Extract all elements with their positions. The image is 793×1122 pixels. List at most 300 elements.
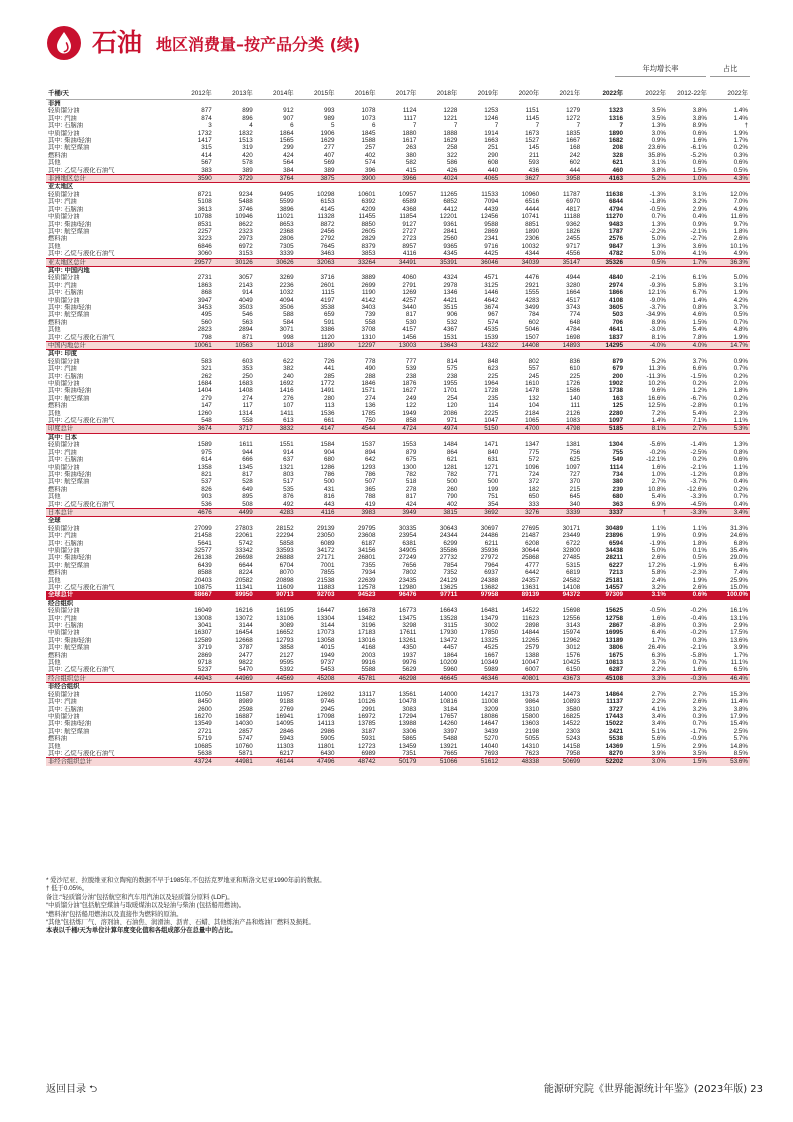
year-header: 2017年 [377, 89, 418, 100]
value-cell: 29577 [173, 258, 214, 266]
value-cell: 1555 [525, 289, 540, 297]
value-cell: 1411 [280, 409, 294, 417]
value-cell: 9188 [279, 698, 294, 706]
value-cell: 5858 [279, 539, 294, 547]
value-cell: 12692 [317, 690, 335, 698]
row-label: 中国内地总计 [46, 342, 173, 350]
table-row [46, 402, 750, 409]
value-cell: 613 [283, 417, 294, 425]
table-row [46, 274, 750, 281]
back-to-contents-link[interactable]: 返回目录 ⮌ [46, 1084, 98, 1095]
row-label: 日本总计 [46, 508, 173, 516]
row-label: 其中: 乙烷与液化石油气 [48, 250, 115, 258]
share-cell: 0.6% [733, 159, 748, 167]
share-cell: 1.9% [733, 333, 748, 341]
growth-header-rule [615, 76, 706, 77]
table-row [46, 311, 750, 318]
value-cell: 1835 [566, 129, 581, 137]
value-cell: 13261 [398, 636, 417, 644]
year-header: 2013年 [214, 89, 255, 100]
value-cell: 2184 [525, 409, 540, 417]
value-cell: 1864 [279, 129, 294, 137]
share-cell: 14.8% [730, 742, 748, 750]
value-cell: 27099 [194, 524, 212, 532]
value-cell: 44943 [173, 674, 214, 682]
share-cell: 2.3% [733, 409, 748, 417]
value-cell: 1772 [320, 380, 335, 388]
value-cell: 10816 [439, 698, 458, 706]
growth-2022-cell: 6.3% [651, 651, 667, 659]
share-cell: 1.4% [733, 107, 748, 115]
value-cell: 238 [405, 372, 417, 380]
share-cell: 10.1% [730, 242, 748, 250]
growth-2022-cell: 6.4% [651, 629, 667, 637]
value-cell: 319 [242, 144, 253, 152]
value-cell: 3896 [279, 205, 294, 213]
value-cell: 16825 [562, 712, 581, 720]
value-cell: 492 [283, 500, 294, 508]
value-cell: 1114 [609, 463, 624, 471]
value-cell: 5488 [238, 198, 253, 206]
growth-2012-22-cell: 0.9% [692, 532, 707, 540]
table-row [46, 417, 750, 425]
value-cell: 322 [446, 151, 458, 159]
value-cell: 1527 [525, 137, 540, 145]
growth-2022-cell: 5.4% [651, 493, 667, 501]
value-cell: 11957 [276, 690, 294, 698]
growth-2012-22-cell: 1.9% [692, 576, 707, 584]
value-cell: 5742 [238, 539, 253, 547]
value-cell: 13016 [357, 636, 376, 644]
value-cell: 4283 [525, 296, 540, 304]
value-cell: 2455 [566, 235, 581, 243]
share-cell: 0.8% [733, 470, 748, 478]
value-cell: 3958 [541, 175, 582, 183]
value-cell: 7665 [443, 749, 458, 757]
growth-2012-22-cell: 6.1% [692, 274, 707, 282]
value-cell: 89950 [214, 591, 255, 599]
value-cell: 3071 [279, 326, 294, 334]
share-cell: 4.8% [733, 326, 748, 334]
page-title: 石油 [92, 28, 143, 57]
value-cell: 3209 [484, 705, 499, 713]
value-cell: 560 [201, 318, 212, 326]
value-cell: 14844 [521, 629, 540, 637]
row-label: 其中: 柴油/轻油 [48, 303, 92, 311]
growth-2022-cell: 23.6% [648, 144, 667, 152]
value-cell: 3949 [377, 508, 418, 516]
value-cell: 7001 [320, 561, 335, 569]
value-cell: 1323 [609, 107, 624, 115]
footnote: 本表以千桶/天为单位计算年度变化值和各组成部分在总量中的占比。 [46, 927, 237, 935]
value-cell: 1864 [443, 651, 458, 659]
table-row [46, 622, 750, 629]
growth-2022-cell: 1.4% [651, 417, 667, 425]
value-cell: 784 [528, 311, 540, 319]
value-cell: 23449 [562, 532, 581, 540]
value-cell: 12589 [194, 636, 212, 644]
value-cell: 6392 [361, 198, 376, 206]
value-cell: 9365 [443, 242, 458, 250]
share-cell: 100.0% [709, 591, 750, 599]
value-cell: 896 [242, 114, 253, 122]
table-row [46, 644, 750, 651]
value-cell: 3627 [500, 175, 541, 183]
value-cell: 1949 [320, 651, 335, 659]
value-cell: 24129 [439, 576, 458, 584]
growth-2012-22-cell: 4.0% [668, 342, 709, 350]
value-cell: 726 [324, 357, 335, 365]
value-cell: 4784 [566, 326, 581, 334]
value-cell: 739 [364, 311, 376, 319]
value-cell: 17098 [317, 712, 335, 720]
growth-2012-22-cell: -3.3% [690, 493, 707, 501]
value-cell: 14864 [605, 690, 624, 698]
growth-2022-cell: 6.9% [651, 500, 667, 508]
value-cell: 563 [242, 318, 253, 326]
value-cell: 4344 [525, 250, 540, 258]
value-cell: 16652 [276, 629, 294, 637]
section-heading-row [46, 100, 750, 108]
value-cell: 97309 [582, 591, 625, 599]
value-cell: 6381 [402, 539, 417, 547]
value-cell: 14158 [562, 742, 581, 750]
value-cell: 1381 [566, 441, 581, 449]
value-cell: 3397 [443, 727, 458, 735]
value-cell: 3590 [173, 175, 214, 183]
value-cell: 383 [201, 166, 212, 174]
value-cell: 30626 [255, 258, 296, 266]
value-cell: 4116 [402, 250, 417, 258]
share-cell: 0.5% [733, 311, 748, 319]
value-cell: 3858 [279, 644, 294, 652]
row-label: 其中: 汽油 [48, 532, 77, 540]
value-cell: 12980 [398, 584, 417, 591]
table-row [46, 554, 750, 561]
row-label: 中质馏分油 [48, 296, 80, 304]
value-cell: 35326 [582, 258, 625, 266]
value-cell: 3727 [609, 705, 624, 713]
growth-2012-22-cell: -6.1% [690, 144, 707, 152]
growth-2022-cell: 3.1% [631, 591, 668, 599]
share-cell: 4.9% [733, 250, 748, 258]
value-cell: 16447 [317, 607, 335, 615]
value-cell: 1304 [609, 441, 624, 449]
row-label: 其中: 石脑油 [48, 539, 83, 547]
row-label: 其他 [48, 242, 61, 250]
growth-2022-cell: -2.1% [649, 274, 667, 282]
value-cell: 8851 [525, 220, 540, 228]
value-cell: 993 [324, 107, 335, 115]
value-cell: 508 [242, 500, 253, 508]
value-cell: 3947 [197, 296, 212, 304]
value-cell: 14113 [317, 720, 335, 728]
energy-institute-logo-icon [47, 26, 81, 60]
value-cell: 2598 [238, 705, 253, 713]
value-cell: 1316 [609, 114, 624, 122]
share-cell: 1.9% [733, 289, 748, 297]
value-cell: 2257 [197, 227, 212, 235]
value-cell: 431 [324, 485, 335, 493]
value-cell: 27695 [521, 524, 540, 532]
section-heading-row [46, 517, 750, 525]
row-label: 轻质馏分油 [48, 107, 80, 115]
value-cell: 3276 [500, 508, 541, 516]
value-cell: 11890 [296, 342, 337, 350]
value-cell: 549 [612, 456, 624, 464]
value-cell: 1471 [484, 441, 499, 449]
value-cell: 631 [487, 456, 499, 464]
total-row [46, 758, 750, 766]
value-cell: 2731 [197, 274, 212, 282]
growth-2022-cell: 3.7% [651, 659, 667, 667]
row-label: 其中: 柴油/轻油 [48, 470, 92, 478]
row-label: 其他 [48, 576, 61, 584]
value-cell: 251 [487, 144, 499, 152]
value-cell: 34905 [398, 546, 417, 554]
value-cell: 3298 [402, 622, 417, 630]
growth-2022-cell: -3.7% [649, 303, 667, 311]
value-cell: 2126 [566, 409, 581, 417]
value-cell: 5046 [525, 326, 540, 334]
value-cell: 3580 [566, 705, 581, 713]
value-cell: 12578 [357, 584, 376, 591]
growth-2012-22-cell: 1.1% [692, 524, 707, 532]
value-cell: 407 [324, 151, 335, 159]
value-cell: 3386 [320, 326, 335, 334]
value-cell: 1627 [402, 387, 417, 395]
value-cell: 9595 [279, 659, 294, 667]
growth-2022-cell: 17.2% [648, 561, 667, 569]
value-cell: 258 [446, 144, 458, 152]
value-cell: 3057 [238, 274, 253, 282]
value-cell: 28152 [276, 524, 294, 532]
value-cell: 2306 [525, 235, 540, 243]
year-header: 2015年 [296, 89, 337, 100]
value-cell: 1083 [566, 417, 581, 425]
value-cell: 168 [569, 144, 581, 152]
value-cell: 7854 [443, 561, 458, 569]
growth-2022-cell: 5.1% [651, 727, 667, 735]
growth-2012-22-cell: 1.7% [668, 258, 709, 266]
share-cell: 1.7% [733, 137, 748, 145]
value-cell: 10601 [357, 190, 376, 198]
growth-2022-cell: 2.7% [651, 690, 667, 698]
growth-2012-22-cell: 0.2% [692, 380, 707, 388]
growth-2022-cell: 2.6% [651, 554, 667, 562]
growth-2012-22-cell: -2.5% [690, 448, 707, 456]
value-cell: 610 [569, 365, 581, 373]
value-cell: 1347 [525, 441, 540, 449]
section-title: 非洲 [48, 100, 61, 107]
value-cell: 675 [405, 456, 417, 464]
value-cell: 13631 [521, 584, 540, 591]
value-cell: 3280 [566, 281, 581, 289]
value-cell: 3453 [197, 303, 212, 311]
value-cell: 8622 [238, 220, 253, 228]
value-cell: 35586 [439, 546, 458, 554]
table-row [46, 652, 750, 659]
value-cell: 2898 [525, 622, 540, 630]
value-cell: 27803 [235, 524, 253, 532]
growth-2012-22-cell: -0.2% [690, 607, 707, 615]
value-cell: 1876 [402, 380, 417, 388]
value-cell: 7964 [484, 561, 499, 569]
value-cell: 18086 [480, 712, 499, 720]
value-cell: 89139 [500, 591, 541, 599]
value-cell: 9746 [320, 698, 335, 706]
value-cell: 2986 [320, 727, 335, 735]
table-row [46, 501, 750, 509]
value-cell: 1145 [525, 114, 540, 122]
section-heading-row [46, 183, 750, 191]
value-cell: 15698 [562, 607, 581, 615]
share-cell: 3.9% [733, 644, 748, 652]
value-cell: 27249 [398, 554, 417, 562]
value-cell: 4676 [173, 508, 214, 516]
value-cell: 659 [324, 311, 335, 319]
growth-2012-22-cell: 5.8% [692, 281, 707, 289]
value-cell: 27171 [317, 554, 335, 562]
growth-2022-cell: 12.1% [648, 289, 667, 297]
value-cell: 802 [528, 357, 540, 365]
growth-2012-22-cell: 1.5% [692, 318, 707, 326]
value-cell: 1586 [566, 387, 581, 395]
value-cell: 4525 [484, 644, 499, 652]
value-cell: 211 [529, 151, 540, 159]
value-cell: 3875 [296, 175, 337, 183]
value-cell: 1531 [443, 333, 458, 341]
value-cell: 774 [569, 311, 581, 319]
footnote: * 爱沙尼亚、拉脱维亚和立陶宛的数据不早于1985年,不包括克罗地亚和斯洛文尼亚1990年前的数据。 [46, 877, 326, 884]
value-cell: 17183 [357, 629, 376, 637]
growth-2012-22-cell: 0.1% [692, 546, 707, 554]
table-row [46, 540, 750, 547]
total-row [46, 342, 750, 350]
value-cell: 7693 [484, 749, 499, 757]
value-cell: 1456 [402, 333, 417, 341]
value-cell: 17443 [605, 712, 624, 720]
share-cell: † [744, 122, 748, 130]
value-cell: 2806 [279, 235, 294, 243]
value-cell: 117 [242, 402, 253, 410]
value-cell: 11303 [276, 742, 294, 750]
value-cell: 1584 [320, 441, 335, 449]
value-cell: 17930 [439, 629, 458, 637]
value-cell: 821 [201, 470, 212, 478]
value-cell: 2973 [238, 235, 253, 243]
value-cell: 15800 [521, 712, 540, 720]
growth-2012-22-cell: 1.8% [692, 539, 707, 547]
table-row [46, 304, 750, 311]
share-cell: 15.0% [730, 584, 748, 591]
row-label: 其中: 汽油 [48, 198, 77, 206]
value-cell: 1293 [361, 463, 376, 471]
value-cell: 16887 [235, 712, 253, 720]
row-label: 其中: 航空煤油 [48, 644, 90, 652]
value-cell: 535 [283, 485, 294, 493]
growth-2022-cell: 5.2% [651, 357, 667, 365]
table-row [46, 750, 750, 758]
value-cell: 24486 [480, 532, 499, 540]
value-cell: 3269 [279, 274, 294, 282]
value-cell: 836 [569, 357, 581, 365]
value-cell: 48742 [337, 758, 378, 766]
value-cell: 574 [364, 159, 376, 167]
growth-2012-22-cell: 1.6% [692, 137, 707, 145]
value-cell: 14260 [439, 720, 458, 728]
value-cell: 16454 [235, 629, 253, 637]
value-cell: 8070 [279, 569, 294, 577]
section-heading-row [46, 683, 750, 691]
value-cell: 15625 [605, 607, 624, 615]
value-cell: 13475 [398, 614, 417, 622]
growth-2022-cell: 16.6% [648, 394, 667, 402]
share-cell: 1.1% [733, 417, 748, 425]
total-row [46, 175, 750, 183]
value-cell: 182 [528, 485, 540, 493]
value-cell: 7802 [402, 569, 417, 577]
value-cell: 2869 [484, 227, 499, 235]
table-row [46, 235, 750, 242]
row-label: 其他 [48, 493, 61, 501]
table-row [46, 577, 750, 584]
value-cell: 1491 [320, 387, 335, 395]
value-cell: 7351 [402, 749, 417, 757]
value-cell: 6 [290, 122, 294, 130]
value-cell: 14295 [582, 342, 625, 350]
growth-2012-22-cell: 7.1% [692, 417, 707, 425]
value-cell: 7213 [609, 569, 624, 577]
value-cell: 9234 [238, 190, 253, 198]
growth-2022-cell: 2.7% [651, 478, 667, 486]
row-label: 其中: 石脑油 [48, 289, 83, 297]
value-cell: 2791 [402, 281, 417, 289]
value-cell: 315 [201, 144, 212, 152]
value-cell: 13549 [194, 720, 212, 728]
table-row [46, 387, 750, 394]
value-cell: 2560 [443, 235, 458, 243]
value-cell: 5185 [582, 425, 625, 433]
row-label: 其中: 乙烷与液化石油气 [48, 749, 115, 757]
value-cell: 9916 [361, 659, 376, 667]
value-cell: 441 [324, 365, 335, 373]
value-cell: 94523 [337, 591, 378, 599]
value-cell: 734 [612, 470, 624, 478]
year-header: 2012年 [173, 89, 214, 100]
value-cell: 2421 [609, 727, 624, 735]
value-cell: 645 [569, 493, 581, 501]
value-cell: 603 [242, 357, 253, 365]
value-cell: 12265 [521, 636, 540, 644]
value-cell: 208 [612, 144, 624, 152]
value-cell: 907 [283, 114, 294, 122]
value-cell: 6187 [361, 539, 376, 547]
table-row [46, 525, 750, 532]
growth-2012-22-cell: -0.4% [690, 614, 707, 622]
value-cell: 3196 [361, 622, 376, 630]
year-header: 2021年 [541, 89, 582, 100]
share-cell: 11.4% [730, 698, 748, 706]
value-cell: 384 [283, 166, 294, 174]
table-row [46, 206, 750, 213]
value-cell: 299 [283, 144, 294, 152]
growth-2012-22-cell: 3.5% [692, 749, 707, 757]
value-cell: 4544 [337, 425, 378, 433]
value-cell: 3499 [525, 303, 540, 311]
value-cell: 778 [364, 357, 376, 365]
value-cell: 238 [446, 372, 458, 380]
